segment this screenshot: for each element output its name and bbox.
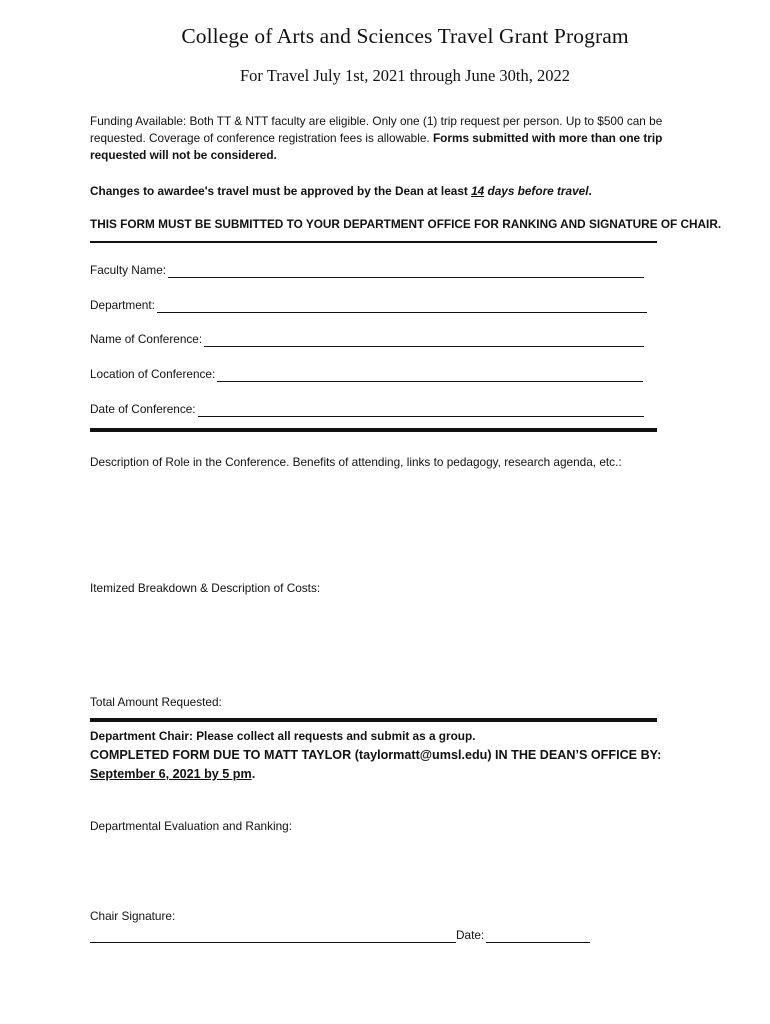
divider-thick-2 [90, 718, 657, 722]
changes-post: days before travel [484, 184, 589, 198]
changes-end: . [588, 184, 592, 198]
form-title: College of Arts and Sciences Travel Grant Program [181, 24, 629, 48]
evaluation-label: Departmental Evaluation and Ranking: [90, 819, 292, 833]
department-input[interactable] [157, 300, 647, 313]
conference-date-input[interactable] [198, 404, 644, 417]
submit-notice: THIS FORM MUST BE SUBMITTED TO YOUR DEPARTMENT OFFICE FOR RANKING AND SIGNATURE OF CHAIR. [90, 217, 722, 231]
conference-location-field[interactable] [90, 366, 643, 382]
chair-note: Department Chair: Please collect all requests and submit as a group. [90, 729, 476, 743]
changes-notice [90, 183, 710, 200]
divider-thick-1 [90, 428, 657, 432]
faculty-name-field[interactable] [90, 262, 644, 278]
signature-date-row[interactable] [90, 927, 590, 943]
due-date: September 6, 2021 by 5 pm [90, 767, 252, 781]
form-subtitle: For Travel July 1st, 2021 through June 30th, 2022 [239, 66, 571, 85]
due-notice [90, 746, 730, 784]
due-line-2 [90, 765, 730, 784]
faculty-name-label: Faculty Name: [90, 263, 167, 277]
department-label: Department: [90, 298, 155, 312]
due-end: . [251, 767, 256, 781]
date-input[interactable] [486, 930, 590, 943]
total-label: Total Amount Requested: [90, 695, 222, 709]
changes-pre: Changes to awardee's travel must be approved by the Dean at least [90, 184, 472, 198]
funding-text: Funding Available: Both TT & NTT faculty are eligible. Only one (1) trip request per person. Up to $500 can be requested. Coverage of conference registration fees is allowable. [90, 114, 663, 145]
conference-name-label: Name of Conference: [90, 332, 203, 346]
conference-location-input[interactable] [217, 369, 643, 382]
conference-name-input[interactable] [204, 334, 644, 347]
conference-location-label: Location of Conference: [90, 367, 216, 381]
changes-days: 14 [471, 184, 485, 198]
conference-name-field[interactable] [90, 331, 644, 347]
conference-date-field[interactable] [90, 401, 644, 417]
description-label: Description of Role in the Conference. Benefits of attending, links to pedagogy, research agenda, etc.: [90, 455, 622, 469]
conference-date-label: Date of Conference: [90, 402, 196, 416]
signature-input[interactable] [90, 930, 456, 943]
due-line-1: COMPLETED FORM DUE TO MATT TAYLOR (taylormatt@umsl.edu) IN THE DEAN’S OFFICE BY: [90, 748, 662, 762]
funding-warning: Forms submitted with more than one trip requested will not be considered. [90, 131, 663, 162]
signature-label: Chair Signature: [90, 909, 176, 923]
funding-paragraph [90, 113, 710, 164]
costs-label: Itemized Breakdown & Description of Costs: [90, 581, 321, 595]
date-label: Date: [456, 928, 485, 942]
divider-top [90, 241, 657, 243]
department-field[interactable] [90, 297, 647, 313]
faculty-name-input[interactable] [168, 265, 644, 278]
